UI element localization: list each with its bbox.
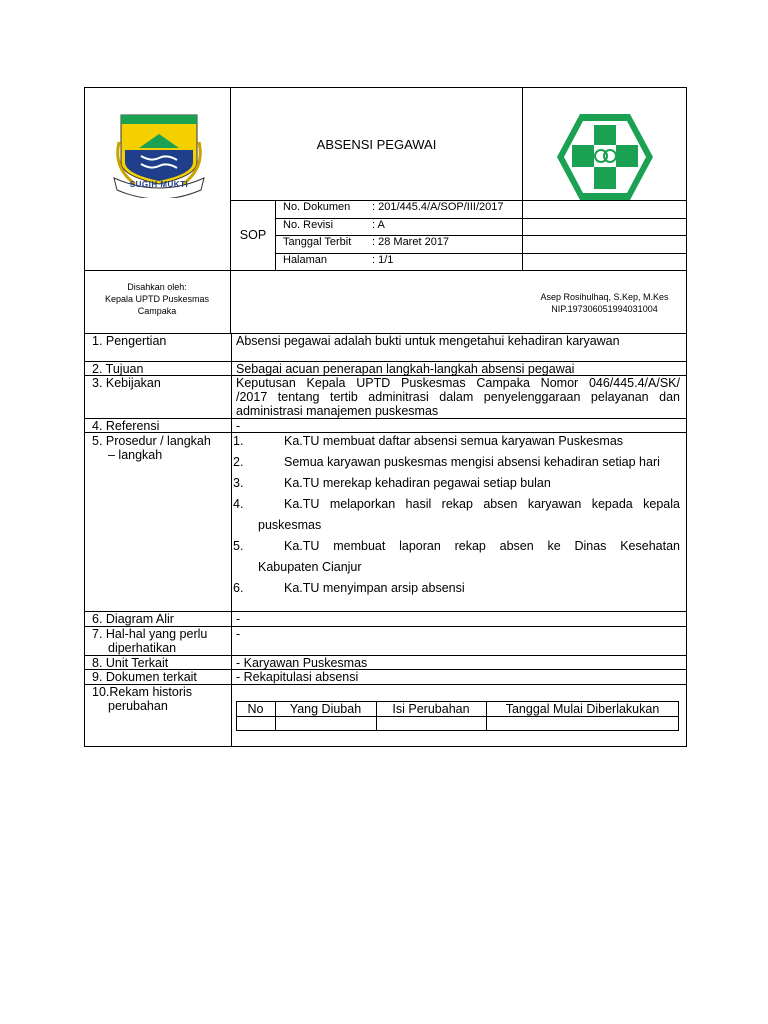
step-number: 1. (233, 434, 244, 448)
section-label-dokumen: 9. Dokumen terkait (92, 670, 197, 684)
table-header-changed: Yang Diubah (289, 702, 362, 716)
section-label-prosedur: 5. Prosedur / langkah (92, 434, 211, 448)
halhal-text: - (236, 627, 241, 641)
grid-line (231, 333, 232, 747)
table-header-content: Isi Perubahan (392, 702, 470, 716)
kebijakan-text-line3: administrasi manajemen puskesmas (236, 404, 439, 418)
section-label-tujuan: 2. Tujuan (92, 362, 144, 376)
table-header-effective-date: Tanggal Mulai Diberlakukan (505, 702, 660, 716)
revision-label: No. Revisi (283, 219, 334, 231)
table-header-no: No (247, 702, 264, 716)
step-number: 3. (233, 476, 244, 490)
emblem-motto: SUGIH MUKTI (129, 180, 189, 189)
grid-line (84, 432, 687, 433)
dokumen-text: - Rekapitulasi absensi (236, 670, 359, 684)
kebijakan-text-line1: Keputusan Kepala UPTD Puskesmas Campaka Nomor 046/445.4/A/SK/ (236, 376, 680, 390)
section-label-rekam: 10.Rekam historis (92, 685, 193, 699)
step-text: Ka.TU merekap kehadiran pegawai setiap bulan (284, 476, 551, 490)
kebijakan-text-line2: /2017 tentang tertib adminitrasi dalam penyelenggaraan pelayanan dan (236, 390, 680, 404)
doc-number-label: No. Dokumen (283, 201, 351, 213)
page-value: : 1/1 (372, 254, 394, 266)
page-label: Halaman (283, 254, 328, 266)
section-label-referensi: 4. Referensi (92, 419, 160, 433)
section-label-pengertian: 1. Pengertian (92, 334, 167, 348)
section-label-halhal-cont: diperhatikan (108, 641, 177, 655)
section-label-unit: 8. Unit Terkait (92, 656, 169, 670)
grid-line (275, 253, 687, 254)
approver-position: Kepala UPTD Puskesmas (104, 294, 210, 304)
step-number: 6. (233, 581, 244, 595)
grid-line (84, 611, 687, 612)
approver-office: Campaka (137, 306, 177, 316)
section-label-rekam-cont: perubahan (108, 699, 168, 713)
grid-line (84, 270, 687, 271)
unit-text: - Karyawan Puskesmas (236, 656, 368, 670)
grid-line (275, 218, 687, 219)
sop-label: SOP (239, 228, 267, 242)
issue-date-value: : 28 Maret 2017 (372, 236, 450, 248)
tujuan-text: Sebagai acuan penerapan langkah-langkah absensi pegawai (236, 362, 575, 376)
grid-line (236, 716, 679, 717)
pengertian-text: Absensi pegawai adalah bukti untuk mengetahui kehadiran karyawan (236, 334, 620, 348)
document-title: ABSENSI PEGAWAI (316, 137, 437, 152)
step-text: Ka.TU melaporkan hasil rekap absen karyawan kepada kepala (284, 497, 680, 511)
section-label-halhal: 7. Hal-hal yang perlu (92, 627, 208, 641)
step-number: 4. (233, 497, 244, 511)
step-text-cont: Kabupaten Cianjur (258, 560, 362, 574)
revision-value: : A (372, 219, 385, 231)
grid-line (522, 87, 523, 270)
issue-date-label: Tanggal Terbit (283, 236, 352, 248)
referensi-text: - (236, 419, 241, 433)
step-text-cont: puskesmas (258, 518, 322, 532)
signer-nip: NIP.197306051994031004 (551, 304, 658, 314)
grid-line (230, 87, 231, 333)
step-text: Ka.TU membuat laporan rekap absen ke Dinas Kesehatan (284, 539, 680, 553)
section-label-kebijakan: 3. Kebijakan (92, 376, 161, 390)
approved-by-label: Disahkan oleh: (127, 282, 187, 292)
step-number: 5. (233, 539, 244, 553)
grid-line (84, 655, 687, 656)
diagram-text: - (236, 612, 241, 626)
step-text: Semua karyawan puskesmas mengisi absensi kehadiran setiap hari (284, 455, 660, 469)
section-label-diagram: 6. Diagram Alir (92, 612, 174, 626)
signer-name: Asep Rosihulhaq, S.Kep, M.Kes (540, 292, 669, 302)
grid-line (84, 418, 687, 419)
step-text: Ka.TU menyimpan arsip absensi (284, 581, 465, 595)
doc-number-value: : 201/445.4/A/SOP/III/2017 (372, 201, 504, 213)
step-number: 2. (233, 455, 244, 469)
section-label-prosedur-cont: – langkah (108, 448, 163, 462)
step-text: Ka.TU membuat daftar absensi semua karyawan Puskesmas (284, 434, 624, 448)
regency-emblem-logo (111, 112, 207, 198)
puskesmas-logo (555, 112, 655, 202)
